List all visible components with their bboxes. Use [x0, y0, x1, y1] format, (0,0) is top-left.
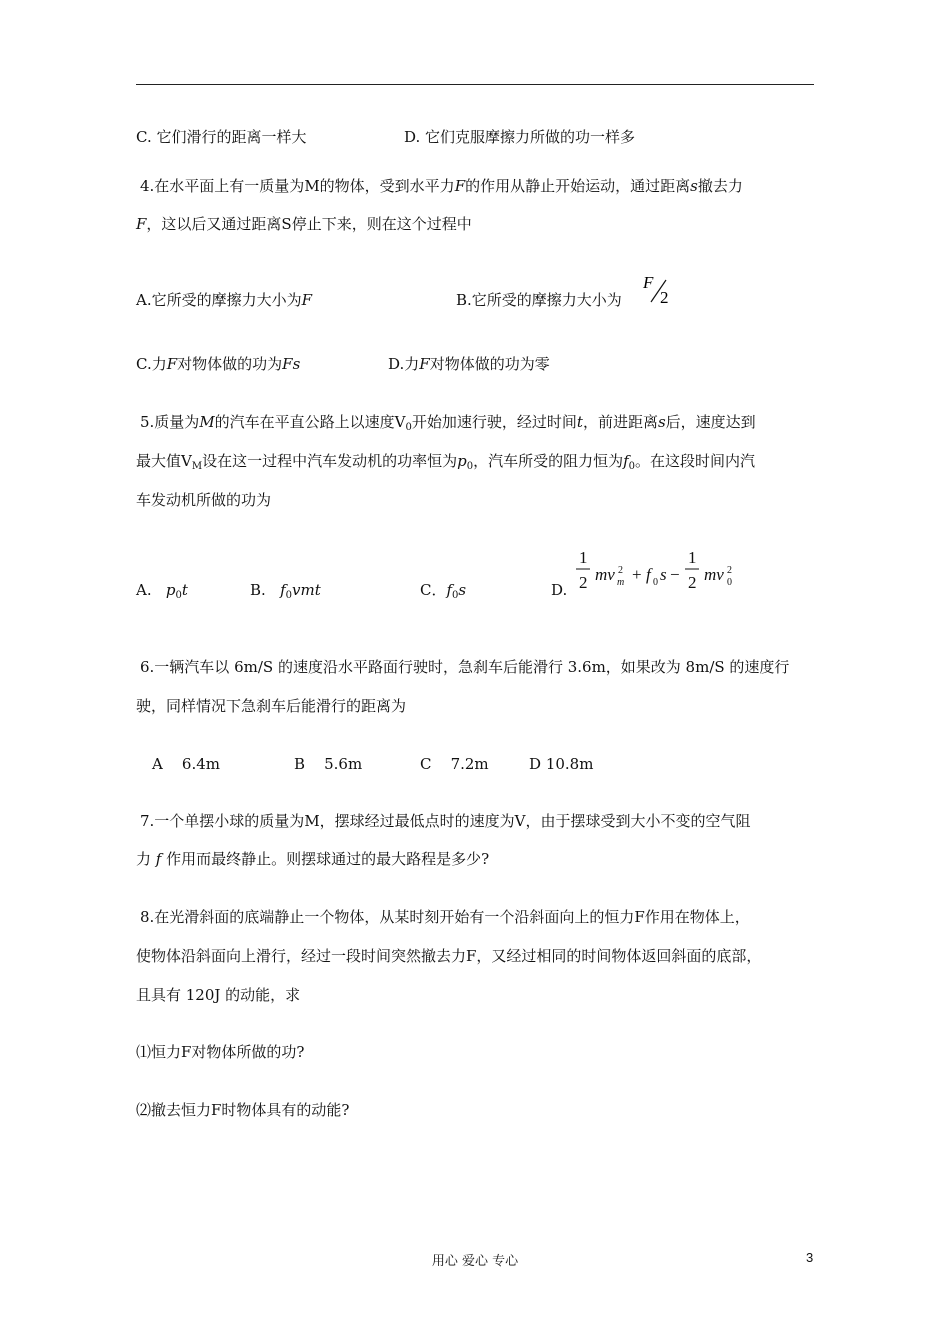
- q8-stem-line2: 使物体沿斜面向上滑行，经过一段时间突然撤去力F，又经过相同的时间物体返回斜面的底部，: [136, 947, 762, 965]
- q7-stem-line1: 7.一个单摆小球的质量为M，摆球经过最低点时的速度为V，由于摆球受到大小不变的空气阻: [140, 812, 751, 830]
- svg-text:2: 2: [727, 565, 732, 576]
- q6-option-d: D 10.8m: [529, 755, 594, 773]
- q6-option-b: B 5.6m: [294, 755, 363, 773]
- q6-stem-line1: 6.一辆汽车以 6m/S 的速度沿水平路面行驶时，急刹车后能滑行 3.6m，如果改为 8m/S 的速度行: [140, 658, 790, 676]
- q3-option-d: D. 它们克服摩擦力所做的功一样多: [404, 128, 636, 146]
- header-rule: [136, 84, 814, 85]
- svg-text:s: s: [660, 565, 667, 584]
- q4-stem-line2: F，这以后又通过距离S停止下来，则在这个过程中: [136, 215, 472, 233]
- q6-option-c: C 7.2m: [420, 755, 489, 773]
- q6-option-a: A 6.4m: [152, 755, 221, 773]
- q8-stem-line3: 且具有 120J 的动能，求: [136, 986, 301, 1004]
- svg-text:2: 2: [660, 288, 669, 306]
- q3-option-c: C. 它们滑行的距离一样大: [136, 128, 307, 146]
- q5-option-b: B. $f_0vmt$: [250, 581, 321, 601]
- svg-text:−: −: [670, 565, 680, 584]
- svg-text:1: 1: [688, 548, 697, 567]
- q5-option-a: A. $p_0t$: [136, 581, 188, 601]
- q4-option-b: B.它所受的摩擦力大小为: [456, 291, 622, 309]
- q4-option-c: C.力F对物体做的功为Fs: [136, 355, 301, 373]
- q5-stem-line1: 5.质量为M的汽车在平直公路上以速度$V_0$开始加速行驶，经过时间t，前进距离s后，速度达到: [140, 413, 756, 433]
- svg-text:1: 1: [579, 548, 588, 567]
- q8-stem-line1: 8.在光滑斜面的底端静止一个物体，从某时刻开始有一个沿斜面向上的恒力F作用在物体上，: [140, 908, 750, 926]
- q8-subquestion-1: ⑴恒力F对物体所做的功?: [136, 1043, 305, 1061]
- q4-option-d: D.力F对物体做的功为零: [388, 355, 550, 373]
- q6-stem-line2: 驶，同样情况下急刹车后能滑行的距离为: [136, 697, 407, 715]
- q5-stem-line3: 车发动机所做的功为: [136, 491, 272, 509]
- q7-stem-line2: 力 f 作用而最终静止。则摆球通过的最大路程是多少?: [136, 850, 490, 868]
- svg-text:0: 0: [727, 577, 732, 588]
- svg-text:+: +: [632, 565, 642, 584]
- q5-option-d: D.: [551, 581, 568, 599]
- q8-subquestion-2: ⑵撤去恒力F时物体具有的动能?: [136, 1101, 350, 1119]
- svg-text:f: f: [646, 565, 651, 584]
- svg-text:2: 2: [579, 573, 588, 592]
- page-number: 3: [806, 1250, 814, 1265]
- q4-option-a: A.它所受的摩擦力大小为F: [136, 291, 313, 309]
- f-over-2-fraction: [640, 272, 674, 306]
- kinetic-energy-formula: [574, 542, 746, 596]
- svg-text:0: 0: [653, 577, 658, 588]
- q5-stem-line2: 最大值$V_M$设在这一过程中汽车发动机的功率恒为$p_0$，汽车所受的阻力恒为$f_0$。在这段时间内汽: [136, 452, 756, 472]
- svg-text:F: F: [643, 273, 654, 292]
- svg-text:m: m: [617, 577, 625, 588]
- q4-stem-line1: 4.在水平面上有一质量为M的物体，受到水平力F的作用从静止开始运动，通过距离s撤去力: [140, 177, 743, 195]
- svg-text:2: 2: [618, 565, 623, 576]
- svg-text:mv: mv: [704, 565, 724, 584]
- q5-option-c: C．$f_0s$: [420, 581, 467, 601]
- page-footer: 用心 爱心 专心: [431, 1254, 519, 1269]
- svg-text:mv: mv: [595, 565, 615, 584]
- svg-text:2: 2: [688, 573, 697, 592]
